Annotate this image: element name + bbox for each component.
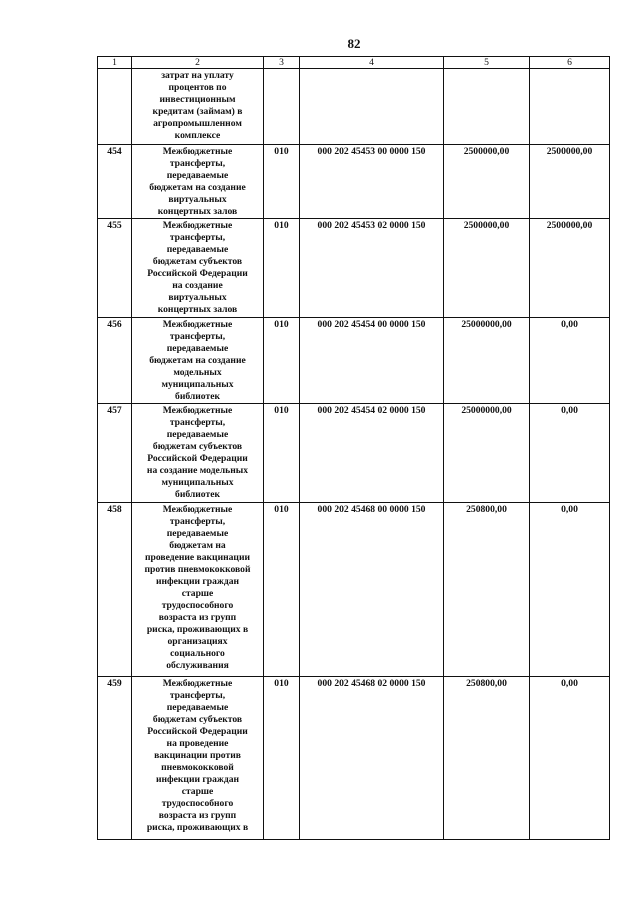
table-row bbox=[98, 318, 610, 404]
row-code: 000 202 45454 00 0000 150 bbox=[300, 318, 444, 404]
budget-table bbox=[97, 56, 610, 840]
row-value-6: 0,00 bbox=[530, 677, 610, 840]
header-col-2: 2 bbox=[132, 57, 264, 69]
row-name bbox=[132, 677, 264, 840]
header-col-3: 3 bbox=[264, 57, 300, 69]
header-col-1: 1 bbox=[98, 57, 132, 69]
row-value-5: 2500000,00 bbox=[444, 219, 530, 318]
table-row bbox=[98, 503, 610, 677]
row-code bbox=[300, 69, 444, 145]
row-col3: 010 bbox=[264, 145, 300, 219]
row-value-5: 25000000,00 bbox=[444, 404, 530, 503]
row-col3: 010 bbox=[264, 219, 300, 318]
row-code: 000 202 45468 02 0000 150 bbox=[300, 677, 444, 840]
row-number: 456 bbox=[98, 318, 132, 404]
row-number: 458 bbox=[98, 503, 132, 677]
row-name bbox=[132, 503, 264, 677]
table-row bbox=[98, 69, 610, 145]
row-value-6: 0,00 bbox=[530, 503, 610, 677]
row-name bbox=[132, 69, 264, 145]
row-name-text: Межбюджетные трансферты, передаваемые бюджетам на проведение вакцинации против пневмококковой инфекции граждан старше трудоспособного возраста из групп риска, проживающих в организациях социального обслуживания bbox=[144, 504, 251, 671]
row-name-text: Межбюджетные трансферты, передаваемые бюджетам субъектов Российской Федерации на проведение вакцинации против пневмококковой инфекции граждан старше трудоспособного возраста из групп риска, проживающих в bbox=[146, 678, 249, 833]
row-value-6: 2500000,00 bbox=[530, 219, 610, 318]
header-col-5: 5 bbox=[444, 57, 530, 69]
row-col3 bbox=[264, 69, 300, 145]
row-col3: 010 bbox=[264, 677, 300, 840]
row-name-text: Межбюджетные трансферты, передаваемые бюджетам на создание модельных муниципальных библиотек bbox=[149, 319, 246, 402]
table-row bbox=[98, 219, 610, 318]
table-row bbox=[98, 404, 610, 503]
row-value-5: 25000000,00 bbox=[444, 318, 530, 404]
row-col3: 010 bbox=[264, 404, 300, 503]
row-value-5 bbox=[444, 69, 530, 145]
row-value-6: 0,00 bbox=[530, 404, 610, 503]
row-col3: 010 bbox=[264, 503, 300, 677]
row-col3: 010 bbox=[264, 318, 300, 404]
row-number: 459 bbox=[98, 677, 132, 840]
row-name-text: затрат на уплату процентов по инвестиционным кредитам (займам) в агропромышленном комплексе bbox=[152, 70, 243, 141]
row-code: 000 202 45454 02 0000 150 bbox=[300, 404, 444, 503]
header-row bbox=[98, 57, 610, 69]
row-value-5: 250800,00 bbox=[444, 503, 530, 677]
row-value-6: 0,00 bbox=[530, 318, 610, 404]
row-code: 000 202 45453 00 0000 150 bbox=[300, 145, 444, 219]
row-number: 457 bbox=[98, 404, 132, 503]
header-col-4: 4 bbox=[300, 57, 444, 69]
row-code: 000 202 45453 02 0000 150 bbox=[300, 219, 444, 318]
row-name bbox=[132, 219, 264, 318]
row-code: 000 202 45468 00 0000 150 bbox=[300, 503, 444, 677]
row-number: 455 bbox=[98, 219, 132, 318]
row-name-text: Межбюджетные трансферты, передаваемые бюджетам субъектов Российской Федерации на создание модельных муниципальных библиотек bbox=[146, 405, 249, 500]
header-col-6: 6 bbox=[530, 57, 610, 69]
row-name bbox=[132, 318, 264, 404]
row-value-6: 2500000,00 bbox=[530, 145, 610, 219]
row-value-5: 2500000,00 bbox=[444, 145, 530, 219]
row-value-5: 250800,00 bbox=[444, 677, 530, 840]
row-number bbox=[98, 69, 132, 145]
row-name-text: Межбюджетные трансферты, передаваемые бюджетам субъектов Российской Федерации на создание виртуальных концертных залов bbox=[147, 220, 248, 315]
row-number: 454 bbox=[98, 145, 132, 219]
row-name bbox=[132, 404, 264, 503]
table-row bbox=[98, 677, 610, 840]
row-value-6 bbox=[530, 69, 610, 145]
row-name-text: Межбюджетные трансферты, передаваемые бюджетам на создание виртуальных концертных залов bbox=[149, 146, 246, 217]
row-name bbox=[132, 145, 264, 219]
page-number: 82 bbox=[347, 36, 361, 51]
table-row bbox=[98, 145, 610, 219]
